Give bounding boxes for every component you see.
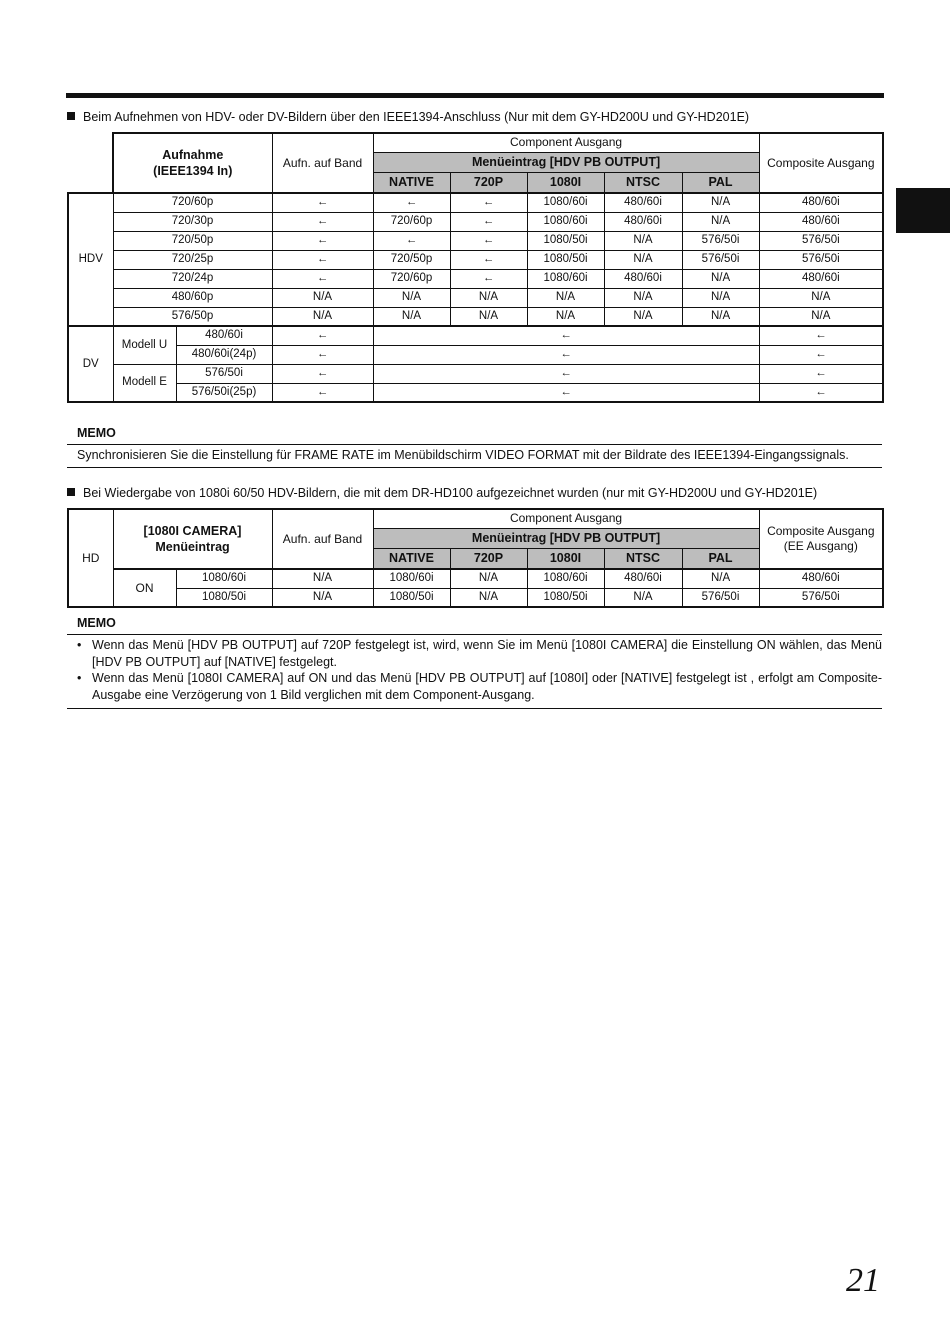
value-cell: 480/60i — [759, 212, 883, 231]
table-row — [68, 588, 883, 607]
arrow-left-icon: ← — [450, 269, 527, 288]
value-cell: N/A — [450, 288, 527, 307]
value-cell: 1080/60i — [373, 569, 450, 588]
table-row — [68, 569, 883, 588]
memo2-bullet-1 — [77, 637, 882, 671]
section2-title — [67, 485, 817, 501]
recording-format-cell: 480/60i — [176, 326, 272, 345]
recording-format-cell: 1080/50i — [176, 588, 272, 607]
value-cell: 576/50i — [759, 250, 883, 269]
section1-title-text: Beim Aufnehmen von HDV- oder DV-Bildern über den IEEE1394-Anschluss (Nur mit dem GY-HD200U und GY-HD201E) — [83, 110, 750, 124]
table-row — [68, 383, 883, 402]
value-cell: 1080/50i — [373, 588, 450, 607]
header-aufnahme: Aufnahme (IEEE1394 In) — [113, 133, 272, 193]
arrow-left-icon: ← — [450, 250, 527, 269]
arrow-left-icon: ← — [450, 212, 527, 231]
value-cell: N/A — [272, 569, 373, 588]
top-rule — [66, 93, 884, 98]
memo1-text: Synchronisieren Sie die Einstellung für FRAME RATE im Menübildschirm VIDEO FORMAT mit der Bildrate des IEEE1394-Eingangssignals. — [77, 448, 849, 462]
page-number: 21 — [846, 1262, 880, 1299]
value-cell: N/A — [759, 307, 883, 326]
subheader-native: NATIVE — [373, 548, 450, 569]
value-cell: 576/50i — [759, 588, 883, 607]
recording-format-cell: 480/60p — [113, 288, 272, 307]
arrow-left-icon: ← — [759, 326, 883, 345]
table-ieee1394-input — [67, 132, 884, 403]
value-cell: 1080/60i — [527, 569, 604, 588]
on-label: ON — [113, 569, 176, 607]
table-row — [68, 288, 883, 307]
memo2-top-rule — [67, 634, 882, 635]
value-cell: 576/50i — [682, 231, 759, 250]
side-tab-marker — [896, 188, 950, 233]
arrow-left-icon: ← — [373, 326, 759, 345]
value-cell: N/A — [527, 288, 604, 307]
arrow-left-icon: ← — [759, 383, 883, 402]
arrow-left-icon: ← — [373, 383, 759, 402]
table-1080i-camera — [67, 508, 884, 608]
subheader-pal: PAL — [682, 172, 759, 193]
header-composite: Composite Ausgang — [759, 133, 883, 193]
value-cell: 720/50p — [373, 250, 450, 269]
blank-corner — [68, 133, 113, 193]
memo2-bullet-1-text: Wenn das Menü [HDV PB OUTPUT] auf 720P festgelegt ist, wird, wenn Sie im Menü [1080I CAMERA] die Einstellung ON wählen, das Menü [HDV PB OUTPUT] auf [NATIVE] festgelegt. — [92, 638, 882, 669]
bullet-dot-icon: • — [77, 638, 82, 652]
memo2-bullet-2 — [77, 670, 882, 704]
arrow-left-icon: ← — [272, 193, 373, 212]
arrow-left-icon: ← — [373, 231, 450, 250]
value-cell: N/A — [682, 269, 759, 288]
header-hd: HD — [68, 509, 113, 607]
value-cell: N/A — [450, 588, 527, 607]
recording-format-cell: 720/24p — [113, 269, 272, 288]
header-composite-ee: Composite Ausgang (EE Ausgang) — [759, 509, 883, 569]
value-cell: 480/60i — [759, 269, 883, 288]
recording-format-cell: 480/60i(24p) — [176, 345, 272, 364]
table-row — [68, 345, 883, 364]
value-cell: N/A — [604, 588, 682, 607]
value-cell: N/A — [682, 288, 759, 307]
model-e: Modell E — [113, 364, 176, 402]
subheader-ntsc: NTSC — [604, 172, 682, 193]
arrow-left-icon: ← — [272, 383, 373, 402]
subheader-720p: 720P — [450, 548, 527, 569]
arrow-left-icon: ← — [272, 364, 373, 383]
value-cell: 720/60p — [373, 269, 450, 288]
value-cell: N/A — [373, 288, 450, 307]
value-cell: N/A — [450, 569, 527, 588]
value-cell: 480/60i — [604, 212, 682, 231]
value-cell: N/A — [682, 307, 759, 326]
memo2-bottom-rule — [67, 708, 882, 709]
value-cell: 480/60i — [604, 269, 682, 288]
arrow-left-icon: ← — [272, 250, 373, 269]
value-cell: N/A — [527, 307, 604, 326]
value-cell: 1080/50i — [527, 250, 604, 269]
group-hdv: HDV — [68, 193, 113, 326]
value-cell: N/A — [604, 250, 682, 269]
value-cell: N/A — [682, 212, 759, 231]
subheader-ntsc: NTSC — [604, 548, 682, 569]
value-cell: 576/50i — [682, 588, 759, 607]
header-menu-hdv-pb-output: Menüeintrag [HDV PB OUTPUT] — [373, 528, 759, 548]
value-cell: 480/60i — [604, 569, 682, 588]
table-row — [68, 231, 883, 250]
recording-format-cell: 1080/60i — [176, 569, 272, 588]
value-cell: N/A — [604, 288, 682, 307]
table-row — [68, 250, 883, 269]
bullet-dot-icon: • — [77, 671, 82, 685]
value-cell: 576/50i — [682, 250, 759, 269]
header-1080i-camera: [1080I CAMERA] Menüeintrag — [113, 509, 272, 569]
memo1-bottom-rule — [67, 467, 882, 468]
recording-format-cell: 720/50p — [113, 231, 272, 250]
recording-format-cell: 720/25p — [113, 250, 272, 269]
recording-format-cell: 720/60p — [113, 193, 272, 212]
subheader-native: NATIVE — [373, 172, 450, 193]
recording-format-cell: 720/30p — [113, 212, 272, 231]
header-band: Aufn. auf Band — [272, 509, 373, 569]
value-cell: 480/60i — [759, 569, 883, 588]
group-dv: DV — [68, 326, 113, 402]
value-cell: 1080/60i — [527, 212, 604, 231]
header-menu-hdv-pb-output: Menüeintrag [HDV PB OUTPUT] — [373, 152, 759, 172]
value-cell: N/A — [272, 588, 373, 607]
value-cell: N/A — [272, 288, 373, 307]
header-band: Aufn. auf Band — [272, 133, 373, 193]
table-row — [68, 269, 883, 288]
arrow-left-icon: ← — [759, 345, 883, 364]
value-cell: 480/60i — [604, 193, 682, 212]
recording-format-cell: 576/50i — [176, 364, 272, 383]
memo2-bullet-2-text: Wenn das Menü [1080I CAMERA] auf ON und das Menü [HDV PB OUTPUT] auf [1080I] oder [NATIVE] festgelegt ist , erfolgt am Composite-Ausgabe eine Verzögerung von 1 Bild verglichen mit dem Component-Ausgang. — [92, 671, 882, 702]
subheader-1080i: 1080I — [527, 548, 604, 569]
value-cell: 720/60p — [373, 212, 450, 231]
table-row — [68, 326, 883, 345]
value-cell: N/A — [759, 288, 883, 307]
arrow-left-icon: ← — [272, 269, 373, 288]
memo1-title: MEMO — [77, 426, 116, 440]
arrow-left-icon: ← — [373, 345, 759, 364]
table-row — [68, 193, 883, 212]
subheader-1080i: 1080I — [527, 172, 604, 193]
arrow-left-icon: ← — [272, 212, 373, 231]
subheader-pal: PAL — [682, 548, 759, 569]
square-bullet-icon — [67, 488, 75, 496]
header-component: Component Ausgang — [373, 133, 759, 152]
table-row — [68, 212, 883, 231]
arrow-left-icon: ← — [272, 345, 373, 364]
arrow-left-icon: ← — [759, 364, 883, 383]
subheader-720p: 720P — [450, 172, 527, 193]
arrow-left-icon: ← — [450, 231, 527, 250]
arrow-left-icon: ← — [272, 231, 373, 250]
model-u: Modell U — [113, 326, 176, 364]
arrow-left-icon: ← — [272, 326, 373, 345]
value-cell: 480/60i — [759, 193, 883, 212]
value-cell: 1080/50i — [527, 588, 604, 607]
table-row — [68, 364, 883, 383]
recording-format-cell: 576/50p — [113, 307, 272, 326]
value-cell: 576/50i — [759, 231, 883, 250]
value-cell: N/A — [373, 307, 450, 326]
section1-title — [67, 109, 749, 125]
square-bullet-icon — [67, 112, 75, 120]
arrow-left-icon: ← — [373, 193, 450, 212]
memo1-top-rule — [67, 444, 882, 445]
value-cell: N/A — [604, 307, 682, 326]
memo2-title: MEMO — [77, 616, 116, 630]
section2-title-text: Bei Wiedergabe von 1080i 60/50 HDV-Bildern, die mit dem DR-HD100 aufgezeichnet wurden (nur mit GY-HD200U und GY-HD201E) — [83, 486, 818, 500]
value-cell: N/A — [604, 231, 682, 250]
recording-format-cell: 576/50i(25p) — [176, 383, 272, 402]
value-cell: 1080/60i — [527, 269, 604, 288]
value-cell: 1080/60i — [527, 193, 604, 212]
value-cell: N/A — [682, 193, 759, 212]
value-cell: N/A — [272, 307, 373, 326]
header-component: Component Ausgang — [373, 509, 759, 528]
value-cell: 1080/50i — [527, 231, 604, 250]
value-cell: N/A — [682, 569, 759, 588]
table-row — [68, 307, 883, 326]
arrow-left-icon: ← — [373, 364, 759, 383]
arrow-left-icon: ← — [450, 193, 527, 212]
value-cell: N/A — [450, 307, 527, 326]
